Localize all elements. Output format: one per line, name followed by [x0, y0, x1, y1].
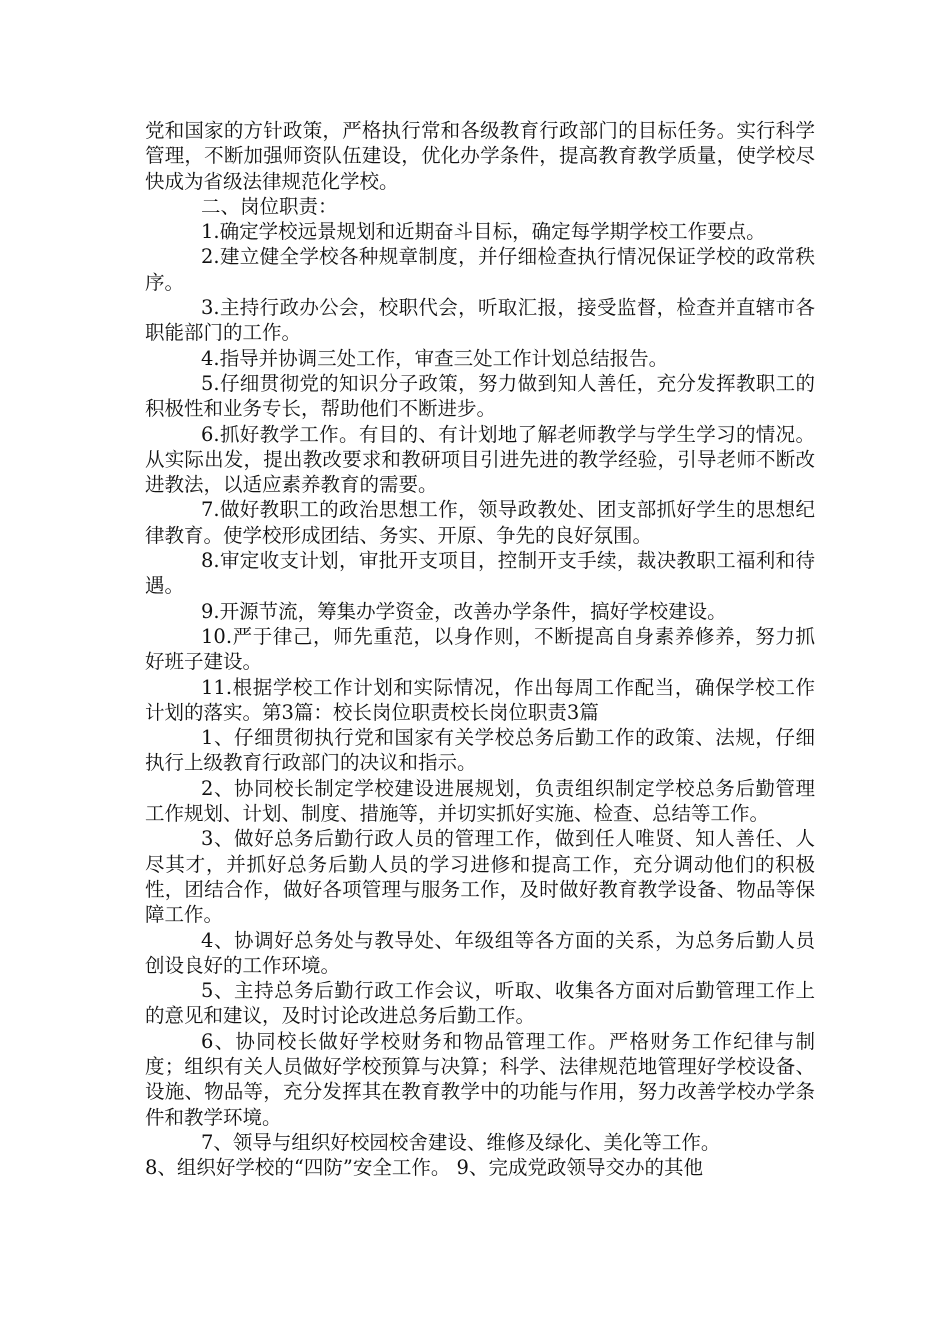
logistics-item-5: 5、主持总务后勤行政工作会议，听取、收集各方面对后勤管理工作上的意见和建议，及时讨论改进总务后勤工作。 [145, 979, 815, 1028]
logistics-item-7: 7、领导与组织好校园校舍建设、维修及绿化、美化等工作。 [201, 1130, 721, 1154]
logistics-item-3: 3、做好总务后勤行政人员的管理工作，做到任人唯贤、知人善任、人尽其才，并抓好总务后勤人员的学习进修和提高工作，充分调动他们的积极性，团结合作，做好各项管理与服务工作，及时做好教育教学设备、物品等保障工作。 [145, 827, 815, 927]
section-heading-duties: 二、岗位职责： [201, 194, 338, 218]
logistics-item-2: 2、协同校长制定学校建设进展规划，负责组织制定学校总务后勤管理工作规划、计划、制度、措施等，并切实抓好实施、检查、总结等工作。 [145, 776, 815, 826]
logistics-item-1: 1、仔细贯彻执行党和国家有关学校总务后勤工作的政策、法规，仔细执行上级教育行政部门的决议和指示。 [145, 726, 815, 775]
duty-item-1: 1.确定学校远景规划和近期奋斗目标，确定每学期学校工作要点。 [201, 220, 766, 244]
paragraph-intro: 党和国家的方针政策，严格执行常和各级教育行政部门的目标任务。实行科学管理，不断加强师资队伍建设，优化办学条件，提高教育教学质量，使学校尽快成为省级法律规范化学校。 [145, 119, 815, 193]
duty-item-8: 8.审定收支计划，审批开支项目，控制开支手续，裁决教职工福利和待遇。 [145, 549, 815, 598]
duty-item-11: 11.根据学校工作计划和实际情况，作出每周工作配当，确保学校工作计划的落实。第3篇：校长岗位职责校长岗位职责3篇 [145, 675, 815, 724]
duty-item-4: 4.指导并协调三处工作，审查三处工作计划总结报告。 [201, 346, 669, 370]
duty-item-5: 5.仔细贯彻党的知识分子政策，努力做到知人善任，充分发挥教职工的积极性和业务专长，帮助他们不断进步。 [145, 371, 815, 421]
logistics-item-4: 4、协调好总务处与教导处、年级组等各方面的关系，为总务后勤人员创设良好的工作环境。 [145, 928, 815, 977]
duty-item-3: 3.主持行政办公会，校职代会，听取汇报，接受监督，检查并直辖市各职能部门的工作。 [145, 296, 815, 345]
duty-item-7: 7.做好教职工的政治思想工作，领导政教处、团支部抓好学生的思想纪律教育。使学校形成团结、务实、开原、争先的良好氛围。 [145, 498, 815, 547]
logistics-item-6: 6、协同校长做好学校财务和物品管理工作。严格财务工作纪律与制度；组织有关人员做好学校预算与决算；科学、法律规范地管理好学校设备、设施、物品等，充分发挥其在教育教学中的功能与作用，努力改善学校办学条件和教学环境。 [145, 1029, 815, 1129]
document-body [145, 118, 815, 1180]
duty-item-9: 9.开源节流，筹集办学资金，改善办学条件，搞好学校建设。 [201, 599, 727, 623]
duty-item-2: 2.建立健全学校各种规章制度，并仔细检查执行情况保证学校的政常秩序。 [145, 245, 815, 294]
duty-item-10: 10.严于律己，师先重范，以身作则，不断提高自身素养修养，努力抓好班子建设。 [145, 624, 815, 674]
logistics-item-8-9: 8、组织好学校的“四防”安全工作。 9、完成党政领导交办的其他 [145, 1156, 703, 1180]
duty-item-6: 6.抓好教学工作。有目的、有计划地了解老师教学与学生学习的情况。从实际出发，提出教改要求和教研项目引进先进的教学经验，引导老师不断改进教法，以适应素养教育的需要。 [145, 422, 815, 497]
